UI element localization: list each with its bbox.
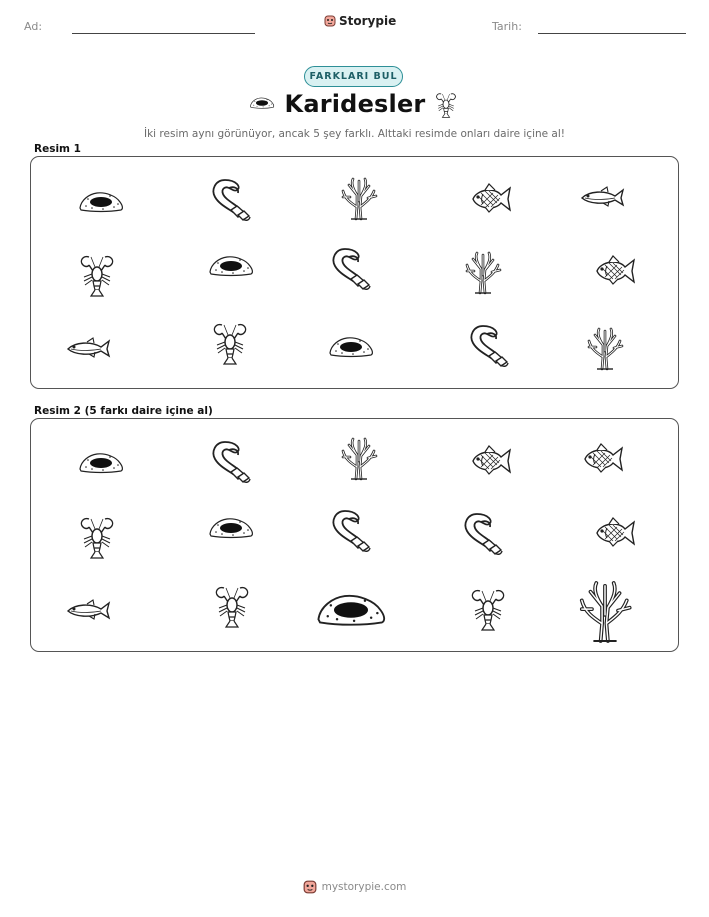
burrow-icon	[330, 338, 372, 357]
fish-icon	[597, 256, 634, 284]
date-label: Tarih:	[492, 20, 522, 33]
lobster-icon[interactable]	[472, 591, 503, 630]
burrow-icon	[250, 98, 273, 108]
fish-icon	[473, 184, 510, 212]
claw-icon[interactable]	[465, 514, 502, 554]
picture-2-label: Resim 2 (5 farkı daire içine al)	[34, 405, 213, 417]
burrow-icon[interactable]	[210, 519, 252, 538]
name-label: Ad:	[24, 20, 43, 33]
picture-1-panel	[30, 156, 679, 389]
storypie-face-icon	[303, 880, 317, 894]
brand-name: Storypie	[339, 14, 397, 28]
coral-icon	[589, 329, 622, 369]
fish-icon[interactable]	[473, 446, 510, 474]
instructions: İki resim aynı görünüyor, ancak 5 şey farklı. Alttaki resimde onları daire içine al!	[144, 128, 565, 140]
lobster-icon[interactable]	[81, 519, 112, 558]
coral-icon	[467, 253, 500, 293]
footer-url[interactable]: mystorypie.com	[321, 881, 407, 893]
worksheet-title: Karidesler	[284, 90, 426, 118]
claw-icon	[471, 326, 508, 366]
coral-icon	[343, 179, 376, 219]
lobster-icon[interactable]	[216, 588, 247, 627]
coral-icon[interactable]	[343, 439, 376, 479]
claw-icon[interactable]	[213, 442, 250, 482]
claw-icon	[333, 249, 370, 289]
burrow-icon	[80, 193, 122, 212]
footer	[0, 880, 709, 894]
picture-2-panel[interactable]	[30, 418, 679, 652]
tuna-icon	[582, 187, 623, 206]
activity-badge: FARKLARI BUL	[304, 66, 403, 87]
picture-1-label: Resim 1	[34, 143, 81, 155]
lobster-icon	[437, 94, 456, 118]
burrow-icon[interactable]	[318, 596, 384, 625]
tuna-icon	[68, 338, 109, 357]
burrow-icon	[210, 257, 252, 276]
claw-icon	[213, 180, 250, 220]
lobster-icon	[81, 257, 112, 296]
burrow-icon[interactable]	[80, 454, 122, 473]
lobster-icon	[214, 325, 245, 364]
picture-1-grid	[31, 157, 680, 390]
fish-icon[interactable]	[597, 518, 634, 546]
coral-icon[interactable]	[582, 583, 630, 641]
claw-icon[interactable]	[333, 511, 370, 551]
picture-2-grid[interactable]	[31, 419, 680, 653]
tuna-icon[interactable]	[68, 600, 109, 619]
fish-icon[interactable]	[585, 444, 622, 472]
